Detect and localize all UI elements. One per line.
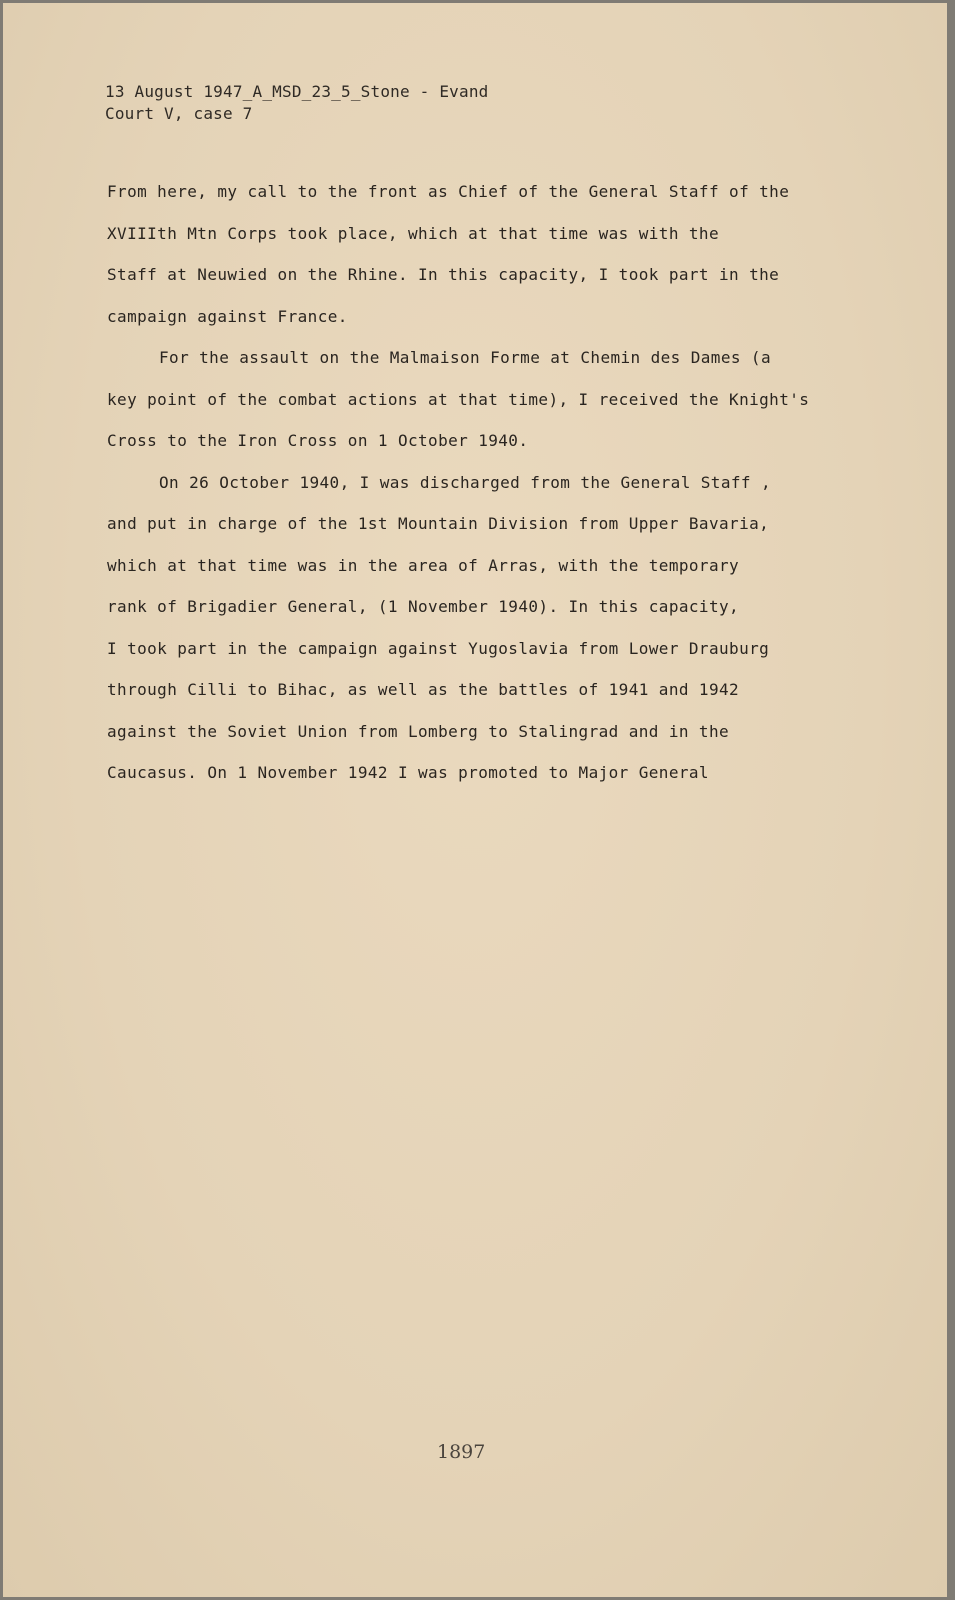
body-line: Staff at Neuwied on the Rhine. In this capacity, I took part in the <box>107 265 780 284</box>
body-line: Caucasus. On 1 November 1942 I was promoted to Major General <box>107 763 709 782</box>
document-header <box>105 81 488 125</box>
body-line: and put in charge of the 1st Mountain Division from Upper Bavaria, <box>107 514 770 533</box>
body-line: which at that time was in the area of Arras, with the temporary <box>107 555 740 575</box>
document-page <box>3 3 947 1597</box>
body-line: rank of Brigadier General, (1 November 1940). In this capacity, <box>107 597 740 616</box>
body-line: For the assault on the Malmaison Forme at Chemin des Dames (a <box>159 348 772 367</box>
document-body <box>107 171 827 794</box>
body-line: XVIIIth Mtn Corps took place, which at that time was with the <box>107 223 720 243</box>
body-line: key point of the combat actions at that time), I received the Knight's <box>107 389 810 409</box>
page-number: 1897 <box>437 1441 486 1463</box>
header-court-case: Court V, case 7 <box>105 104 253 123</box>
body-line: From here, my call to the front as Chief of the General Staff of the <box>107 182 790 201</box>
body-line: Cross to the Iron Cross on 1 October 1940. <box>107 431 529 450</box>
body-line: I took part in the campaign against Yugoslavia from Lower Drauburg <box>107 638 770 658</box>
body-line: On 26 October 1940, I was discharged from the General Staff , <box>159 472 772 492</box>
body-line: against the Soviet Union from Lomberg to Stalingrad and in the <box>107 721 730 741</box>
body-line: through Cilli to Bihac, as well as the battles of 1941 and 1942 <box>107 680 740 699</box>
header-date-reference: 13 August 1947_A_MSD_23_5_Stone - Evand <box>105 82 489 101</box>
body-line: campaign against France. <box>107 306 348 326</box>
